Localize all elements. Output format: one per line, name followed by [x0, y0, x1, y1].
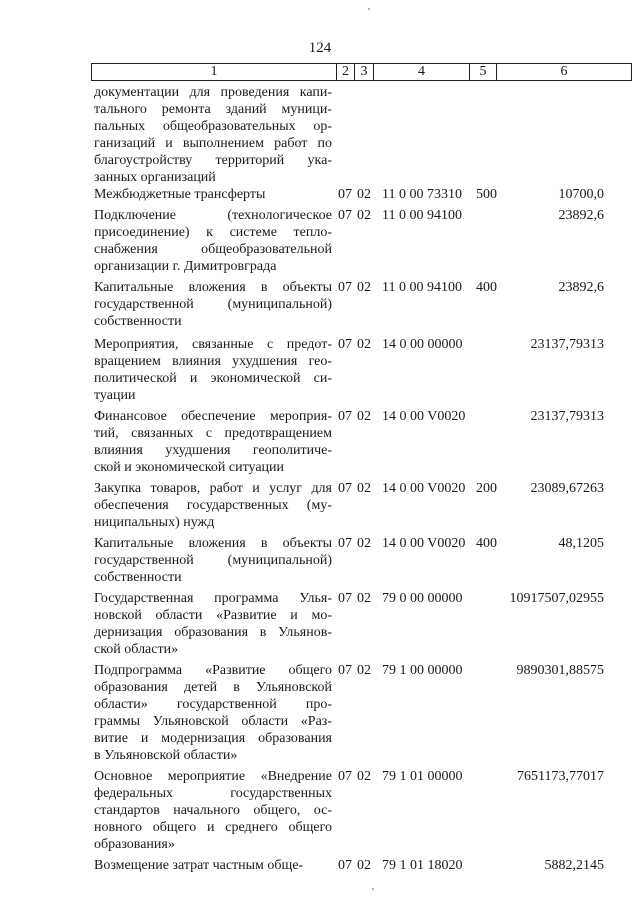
- row-name-line: государственной (муниципальной): [94, 553, 332, 568]
- row-pr: 02: [357, 591, 371, 606]
- row-name-line: в Ульяновской области»: [94, 748, 238, 763]
- row-csr: 14 0 00 V0020: [382, 409, 466, 424]
- row-name-line: Подпрограмма «Развитие общего: [94, 663, 332, 678]
- row-pr: 02: [357, 663, 371, 678]
- row-sum: 10917507,02955: [509, 591, 604, 606]
- header-col-4: 4: [374, 64, 470, 80]
- header-col-5: 5: [470, 64, 497, 80]
- header-col-3: 3: [355, 64, 374, 80]
- row-name-line: влияния ухудшения геополитиче-: [94, 443, 332, 458]
- row-pr: 02: [357, 280, 371, 295]
- row-pr: 02: [357, 208, 371, 223]
- row-vr: 400: [476, 536, 497, 551]
- page-number: 124: [308, 40, 332, 56]
- bottom-mark: ': [372, 886, 374, 898]
- row-rz: 07: [338, 409, 352, 424]
- row-vr: 400: [476, 280, 497, 295]
- row-name-line: пальных общеобразовательных ор-: [94, 119, 332, 134]
- row-csr: 79 1 01 18020: [382, 858, 463, 873]
- row-name-line: занных организаций: [94, 170, 216, 185]
- row-pr: 02: [357, 337, 371, 352]
- row-name-line: Капитальные вложения в объекты: [94, 536, 332, 551]
- row-pr: 02: [357, 536, 371, 551]
- row-pr: 02: [357, 409, 371, 424]
- row-name: [94, 857, 332, 874]
- row-name: [94, 186, 332, 203]
- table-row: [94, 768, 632, 853]
- row-sum: 23089,67263: [530, 481, 604, 496]
- table-row: [94, 535, 632, 586]
- table-row: [94, 857, 632, 874]
- row-csr: 14 0 00 00000: [382, 337, 463, 352]
- table-row: [94, 480, 632, 531]
- row-rz: 07: [338, 280, 352, 295]
- row-name-line: политической и экономической си-: [94, 371, 332, 386]
- row-name-line: стандартов начального общего, ос-: [94, 803, 332, 818]
- row-sum: 5882,2145: [544, 858, 604, 873]
- row-rz: 07: [338, 208, 352, 223]
- header-col-2: 2: [337, 64, 355, 80]
- table-row: [94, 590, 632, 658]
- row-sum: 23137,79313: [530, 409, 604, 424]
- table-header: [91, 63, 632, 81]
- row-csr: 11 0 00 94100: [382, 280, 462, 295]
- row-rz: 07: [338, 663, 352, 678]
- row-name-line: граммы Ульяновской области «Раз-: [94, 714, 332, 729]
- row-name-line: собственности: [94, 570, 182, 585]
- row-name-line: Финансовое обеспечение мероприя-: [94, 409, 332, 424]
- table-row: [94, 207, 632, 275]
- row-name-line: государственной (муниципальной): [94, 297, 332, 312]
- row-sum: 23892,6: [558, 280, 604, 295]
- row-csr: 79 0 00 00000: [382, 591, 463, 606]
- row-name-line: Государственная программа Улья-: [94, 591, 332, 606]
- table-row: [94, 408, 632, 476]
- row-pr: 02: [357, 481, 371, 496]
- row-name-line: присоединение) к системе тепло-: [94, 225, 332, 240]
- row-name: [94, 336, 332, 404]
- row-name: [94, 768, 332, 853]
- row-name-line: Основное мероприятие «Внедрение: [94, 769, 332, 784]
- row-rz: 07: [338, 187, 352, 202]
- row-csr: 79 1 01 00000: [382, 769, 463, 784]
- row-name-line: тального ремонта зданий муници-: [94, 102, 332, 117]
- row-rz: 07: [338, 536, 352, 551]
- row-sum: 7651173,77017: [517, 769, 604, 784]
- row-name-line: Капитальные вложения в объекты: [94, 280, 332, 295]
- row-name-line: федеральных государственных: [94, 786, 332, 801]
- row-name-line: Межбюджетные трансферты: [94, 187, 266, 202]
- table-body: [94, 84, 632, 874]
- row-name-line: Мероприятия, связанные с предот-: [94, 337, 332, 352]
- row-pr: 02: [357, 187, 371, 202]
- table-row: [94, 662, 632, 764]
- table-row: [94, 336, 632, 404]
- row-name-line: обеспечения государственных (му-: [94, 498, 332, 513]
- row-name-line: образования»: [94, 837, 175, 852]
- row-name-line: вращением влияния ухудшения гео-: [94, 354, 332, 369]
- row-csr: 11 0 00 94100: [382, 208, 462, 223]
- row-pr: 02: [357, 769, 371, 784]
- row-csr: 11 0 00 73310: [382, 187, 462, 202]
- row-pr: 02: [357, 858, 371, 873]
- row-name-line: витие и модернизация образования: [94, 731, 332, 746]
- row-name: [94, 84, 332, 186]
- row-sum: 48,1205: [558, 536, 604, 551]
- row-name-line: документации для проведения капи-: [94, 85, 332, 100]
- row-name-line: снабжения общеобразовательной: [94, 242, 332, 257]
- row-name-line: ниципальных) нужд: [94, 515, 215, 530]
- table-row: [94, 84, 632, 186]
- row-name-line: тий, связанных с предотвращением: [94, 426, 332, 441]
- header-col-6: 6: [560, 64, 568, 79]
- row-rz: 07: [338, 481, 352, 496]
- row-name-line: новного общего и среднего общего: [94, 820, 332, 835]
- row-name: [94, 662, 332, 764]
- row-csr: 79 1 00 00000: [382, 663, 463, 678]
- row-rz: 07: [338, 769, 352, 784]
- row-name-line: дернизация образования в Ульянов-: [94, 625, 332, 640]
- row-name-line: ской и экономической ситуации: [94, 460, 285, 475]
- row-name-line: Возмещение затрат частным обще-: [94, 858, 304, 873]
- row-name-line: туации: [94, 388, 136, 403]
- row-name-line: области» государственной про-: [94, 697, 332, 712]
- row-name: [94, 590, 332, 658]
- row-name: [94, 279, 332, 330]
- row-name-line: Подключение (технологическое: [94, 208, 332, 223]
- row-csr: 14 0 00 V0020: [382, 536, 466, 551]
- row-name-line: новской области «Развитие и мо-: [94, 608, 332, 623]
- row-rz: 07: [338, 337, 352, 352]
- table-row: [94, 186, 632, 203]
- row-rz: 07: [338, 591, 352, 606]
- row-sum: 23892,6: [558, 208, 604, 223]
- row-vr: 200: [476, 481, 497, 496]
- row-name-line: организации г. Димитровграда: [94, 259, 277, 274]
- row-csr: 14 0 00 V0020: [382, 481, 466, 496]
- row-vr: 500: [476, 187, 497, 202]
- top-mark: ': [368, 6, 370, 18]
- header-col-1: 1: [92, 64, 337, 80]
- row-name-line: ганизаций и выполнением работ по: [94, 136, 332, 151]
- row-name: [94, 480, 332, 531]
- row-name-line: собственности: [94, 314, 182, 329]
- row-name: [94, 408, 332, 476]
- row-name: [94, 207, 332, 275]
- table-row: [94, 279, 632, 330]
- row-name-line: благоустройству территорий ука-: [94, 153, 332, 168]
- row-name-line: ской области»: [94, 642, 179, 657]
- row-rz: 07: [338, 858, 352, 873]
- row-name-line: образования детей в Ульяновской: [94, 680, 332, 695]
- row-name: [94, 535, 332, 586]
- row-name-line: Закупка товаров, работ и услуг для: [94, 481, 332, 496]
- row-sum: 9890301,88575: [516, 663, 604, 678]
- row-sum: 10700,0: [558, 187, 604, 202]
- row-sum: 23137,79313: [530, 337, 604, 352]
